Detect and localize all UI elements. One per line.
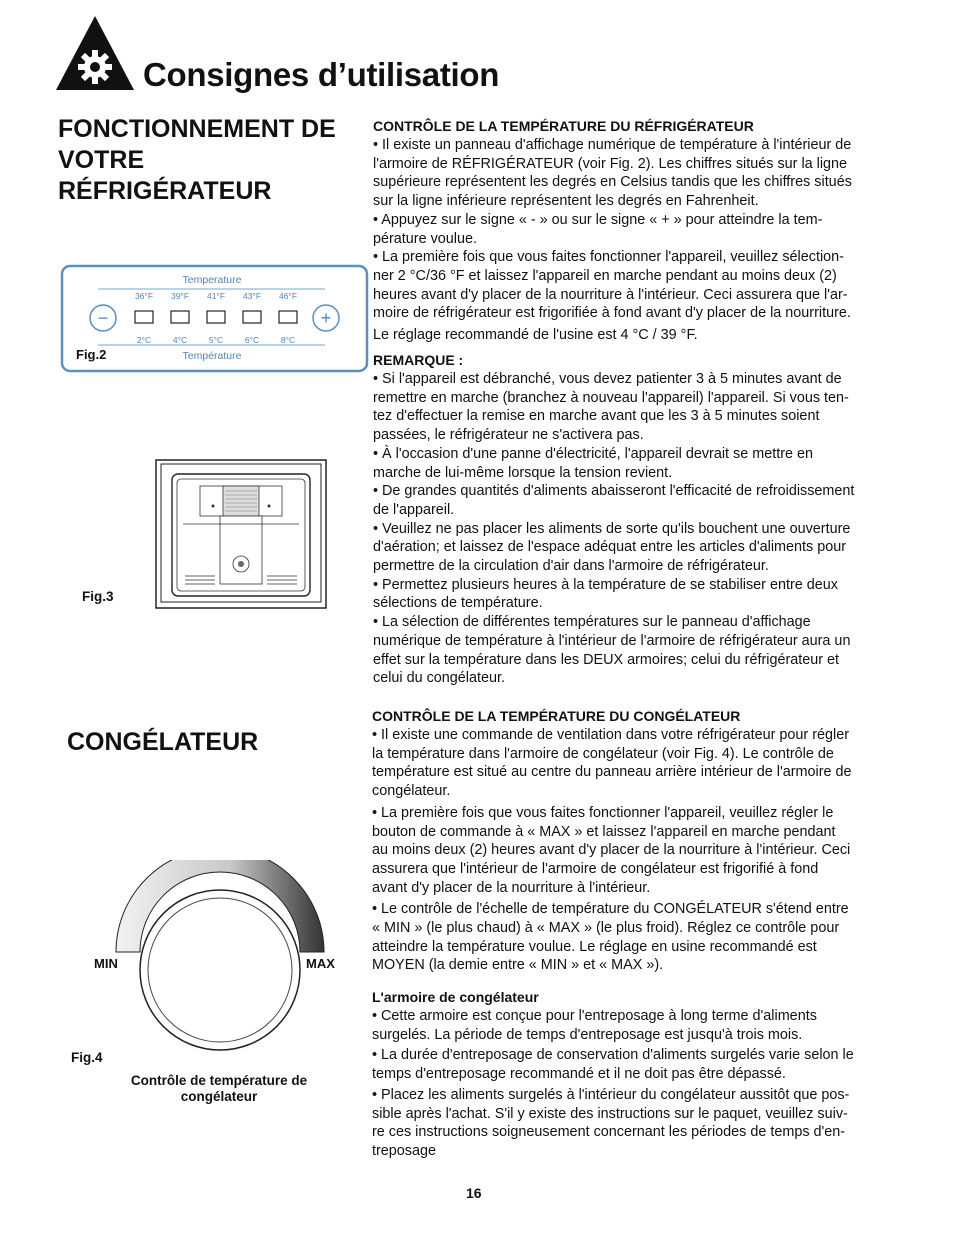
caption-line: congélateur (180, 1089, 258, 1104)
temperature-indicator (207, 311, 225, 323)
celsius-label: 5°C (208, 335, 224, 345)
page-number: 16 (466, 1185, 482, 1201)
remarque-heading: REMARQUE : (373, 352, 464, 368)
paragraph: • Appuyez sur le signe « - » ou sur le signe « + » pour atteindre la tem- pérature voulue. (373, 211, 823, 247)
freezer-temp-body (372, 726, 912, 975)
minus-icon: − (97, 308, 109, 328)
fig4-freezer-dial (90, 860, 345, 1060)
celsius-label: 8°C (280, 335, 296, 345)
heading-line: RÉFRIGÉRATEUR (58, 177, 272, 205)
paragraph: • Il existe une commande de ventilation dans votre réfrigérateur pour régler la température dans l'armoire de congélateur (voir Fig. 4). Le contrôle de température est situé au centre du panneau arrière intérieur de l'armoire de congélateur. (372, 727, 852, 800)
temperature-indicator (243, 311, 261, 323)
heading-line: FONCTIONNEMENT DE (58, 115, 336, 143)
caption-line: Contrôle de température de (130, 1073, 308, 1088)
fahrenheit-label: 43°F (242, 291, 262, 301)
paragraph: • Permettez plusieurs heures à la température de se stabiliser entre deux sélections de température. (373, 576, 838, 612)
freezer-temp-heading: CONTRÔLE DE LA TEMPÉRATURE DU CONGÉLATEUR (372, 708, 741, 724)
temperature-indicator (135, 311, 153, 323)
plus-icon: + (320, 308, 332, 328)
fig3-refrigerator-interior (155, 458, 327, 610)
panel-bottom-label: Température (182, 350, 242, 362)
paragraph: • Si l'appareil est débranché, vous devez patienter 3 à 5 minutes avant de remettre en marche (branchez à nouveau l'appareil) l'appareil. Si vous ten- tez d'effectuer la remise en marche avant que les 3 à 5 minutes soient passées, le réfrigérateur ne s'activera pas. (373, 371, 849, 444)
paragraph: • Veuillez ne pas placer les aliments de sorte qu'ils bouchent une ouverture d'aération; et laissez de l'espace adéquat entre les articles d'aliments pour permettre de la circulation d'air dans l'armoire de réfrigérateur. (373, 520, 851, 575)
armoire-body (372, 1007, 912, 1161)
fig3-label: Fig.3 (82, 589, 114, 604)
page-title: Consignes d’utilisation (143, 56, 500, 93)
paragraph: • La première fois que vous faites fonctionner l'appareil, veuillez régler le bouton de commande à « MAX » et laissez l'appareil en marche pendant au moins deux (2) heures avant d'y placer de la nourriture à l'intérieur. Ceci assurera que l'intérieur de l'armoire de congélateur est frigorifié à fond avant d'y placer de la nourriture à l'intérieur. (372, 804, 851, 896)
paragraph: • La durée d'entreposage de conservation d'aliments surgelés varie selon le temps d'entreposage recommandé et il ne doit pas être dépassé. (372, 1047, 854, 1083)
paragraph: • Le contrôle de l'échelle de température du CONGÉLATEUR s'étend entre « MIN » (le plus chaud) à « MAX » (le plus froid). Réglez ce contrôle pour atteindre la température voulue. Le réglage en usine recommandé est MOYEN (la demie entre « MIN » et « MAX »). (372, 901, 849, 974)
max-label: MAX (306, 956, 335, 971)
fahrenheit-label: 41°F (206, 291, 226, 301)
remarque-body (373, 370, 913, 688)
paragraph: • La première fois que vous faites fonctionner l'appareil, veuillez sélection- ner 2 °C/36 °F et laissez l'appareil en marche pendant au moins deux (2) heures avant d'y placer de la nourriture à l'intérieur. Ceci assurera que l'ar- moire de réfrigérateur est frigorifiée à fond avant d'y placer de la nourriture. (373, 249, 851, 322)
section-heading-freezer: CONGÉLATEUR (67, 728, 259, 756)
fridge-temp-body (373, 136, 913, 345)
paragraph: • Cette armoire est conçue pour l'entreposage à long terme d'aliments surgelés. La période de temps d'entreposage est jusqu'à trois mois. (372, 1008, 817, 1043)
fahrenheit-label: 36°F (134, 291, 154, 301)
paragraph: • Placez les aliments surgelés à l'intérieur du congélateur aussitôt que pos- sible après l'achat. S'il y existe des instructions sur le paquet, veuillez suiv- re ces instructions soigneusement concernant les périodes de temps d'en- treposage (372, 1086, 850, 1159)
section-heading-refrigerator (58, 114, 336, 207)
fig2-temperature-panel (60, 264, 370, 374)
paragraph: Le réglage recommandé de l'usine est 4 °C / 39 °F. (373, 327, 698, 344)
fahrenheit-label: 39°F (170, 291, 190, 301)
temperature-indicator (171, 311, 189, 323)
paragraph: • De grandes quantités d'aliments abaisseront l'efficacité de refroidissement de l'appareil. (373, 483, 855, 518)
gear-warning-icon (54, 14, 136, 92)
temperature-indicator (279, 311, 297, 323)
fig2-label: Fig.2 (76, 347, 107, 362)
celsius-label: 4°C (172, 335, 188, 345)
paragraph: • Il existe un panneau d'affichage numérique de température à l'intérieur de l'armoire de RÉFRIGÉRATEUR (voir Fig. 2). Les chiffres situés sur la ligne supérieure représentent les degrés en Celsius tandis que les chiffres situés sur la ligne inférieure représentent les degrés en Fahrenheit. (373, 137, 852, 210)
fig4-caption (110, 1073, 328, 1105)
paragraph: • À l'occasion d'une panne d'électricité, l'appareil devrait se mettre en marche de lui-même lorsque la tension revient. (373, 445, 813, 481)
celsius-label: 2°C (136, 335, 152, 345)
min-label: MIN (94, 956, 118, 971)
heading-line: VOTRE (58, 146, 145, 174)
fridge-temp-heading: CONTRÔLE DE LA TEMPÉRATURE DU RÉFRIGÉRATEUR (373, 118, 754, 134)
celsius-label: 6°C (244, 335, 260, 345)
panel-top-label: Temperature (182, 274, 242, 286)
paragraph: • La sélection de différentes températures sur le panneau d'affichage numérique de température à l'intérieur de l'armoire de réfrigérateur aura un effet sur la température dans les DEUX armoires; celui du réfrigérateur et celui du congélateur. (373, 614, 851, 687)
armoire-heading: L'armoire de congélateur (372, 989, 539, 1005)
fahrenheit-label: 46°F (278, 291, 298, 301)
fig4-label: Fig.4 (71, 1050, 103, 1065)
